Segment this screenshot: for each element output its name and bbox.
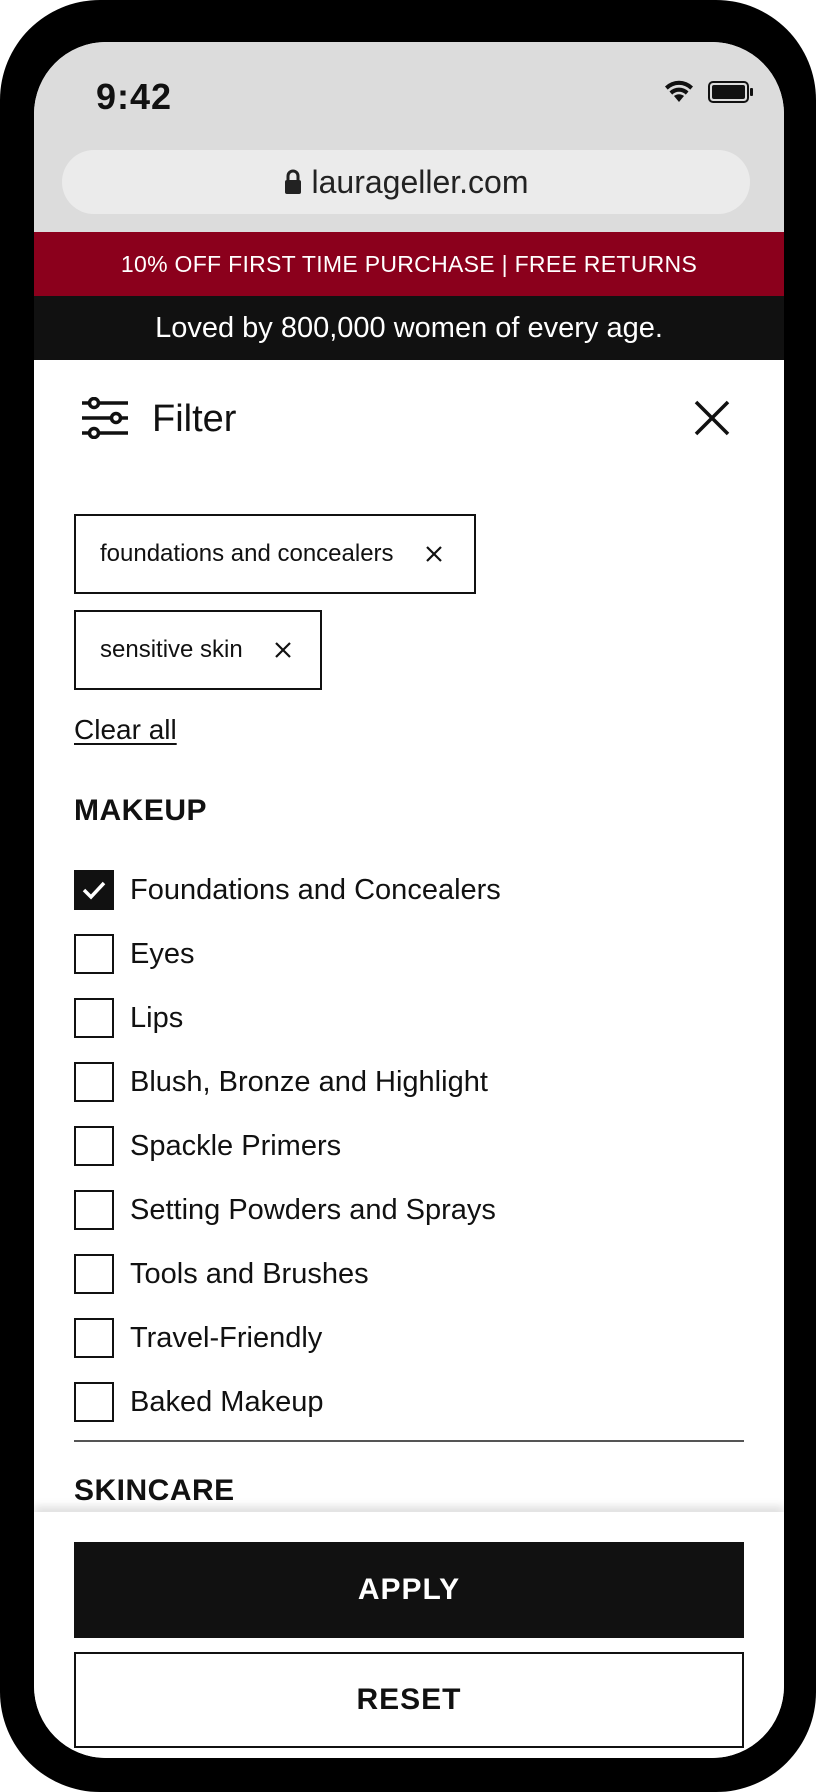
checkbox-checked[interactable] xyxy=(74,870,114,910)
clear-all-link[interactable]: Clear all xyxy=(74,714,177,745)
section-title-makeup[interactable]: MAKEUP xyxy=(74,794,208,827)
chip-label: sensitive skin xyxy=(100,636,243,663)
tagline-banner: Loved by 800,000 women of every age. xyxy=(34,296,784,360)
checkbox[interactable] xyxy=(74,1190,114,1230)
option-label: Lips xyxy=(130,1001,184,1034)
filter-header xyxy=(34,360,784,480)
checkbox[interactable] xyxy=(74,1062,114,1102)
checkbox[interactable] xyxy=(74,1254,114,1294)
reset-button[interactable]: RESET xyxy=(74,1652,744,1748)
promo-banner[interactable]: 10% OFF FIRST TIME PURCHASE | FREE RETURNS xyxy=(34,232,784,296)
checkbox[interactable] xyxy=(74,934,114,974)
option-label: Spackle Primers xyxy=(130,1129,342,1162)
screen xyxy=(34,42,784,1758)
battery-icon xyxy=(708,80,754,104)
checkbox[interactable] xyxy=(74,1126,114,1166)
option-label: Eyes xyxy=(130,937,195,970)
option-label: Foundations and Concealers xyxy=(130,873,501,906)
filter-title: Filter xyxy=(152,398,237,440)
chip-label: foundations and concealers xyxy=(100,540,394,567)
close-icon[interactable] xyxy=(692,398,732,438)
checkbox[interactable] xyxy=(74,1382,114,1422)
option-label: Travel-Friendly xyxy=(130,1321,323,1354)
status-icons xyxy=(664,80,754,104)
status-bar xyxy=(34,42,784,150)
url-text: laurageller.com xyxy=(311,163,529,200)
sliders-icon xyxy=(80,397,130,439)
option-baked-makeup[interactable] xyxy=(74,1370,754,1434)
lock-icon xyxy=(284,169,302,195)
section-divider xyxy=(74,1440,744,1442)
remove-chip-icon[interactable] xyxy=(424,544,444,564)
option-foundations-and-concealers[interactable] xyxy=(74,858,754,922)
option-label: Blush, Bronze and Highlight xyxy=(130,1065,488,1098)
option-blush-bronze-highlight[interactable] xyxy=(74,1050,754,1114)
option-label: Baked Makeup xyxy=(130,1385,324,1418)
url-bar[interactable] xyxy=(62,150,750,214)
option-tools-brushes[interactable] xyxy=(74,1242,754,1306)
checkbox[interactable] xyxy=(74,1318,114,1358)
checkmark-icon xyxy=(81,879,107,901)
option-label: Setting Powders and Sprays xyxy=(130,1193,496,1226)
wifi-icon xyxy=(664,80,694,104)
remove-chip-icon[interactable] xyxy=(273,640,293,660)
option-setting-powders-sprays[interactable] xyxy=(74,1178,754,1242)
section-title-skincare[interactable]: SKINCARE xyxy=(74,1474,235,1507)
option-eyes[interactable] xyxy=(74,922,754,986)
option-spackle-primers[interactable] xyxy=(74,1114,754,1178)
active-filter-chip[interactable] xyxy=(74,514,476,594)
option-label: Tools and Brushes xyxy=(130,1257,369,1290)
checkbox[interactable] xyxy=(74,998,114,1038)
status-time: 9:42 xyxy=(96,76,173,117)
apply-button[interactable]: APPLY xyxy=(74,1542,744,1638)
active-filter-chip[interactable] xyxy=(74,610,322,690)
option-lips[interactable] xyxy=(74,986,754,1050)
option-travel-friendly[interactable] xyxy=(74,1306,754,1370)
makeup-option-list xyxy=(74,858,754,1434)
filter-actions xyxy=(34,1512,784,1758)
